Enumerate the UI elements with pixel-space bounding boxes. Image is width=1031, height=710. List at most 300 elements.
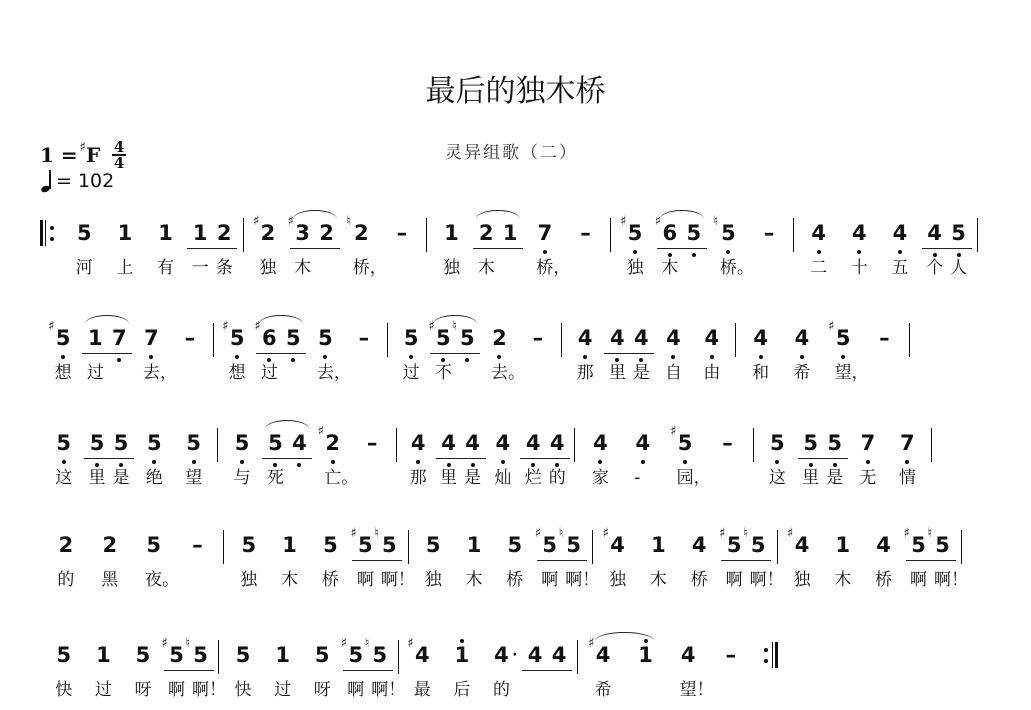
sharp-icon: ♯ [602,526,609,541]
notes [279,530,301,590]
lyric: 里 [440,468,458,488]
beat [709,640,752,674]
note: 5 ♯ 啊 [719,526,743,590]
beat [442,640,482,700]
sharp-icon: ♯ [48,319,55,334]
note: 5 独 [424,533,442,590]
lyric: 桥 [321,570,339,590]
note: 1 [636,640,656,670]
repeat-dot [764,659,768,663]
beat [132,530,180,590]
high-octave-dot [460,639,464,643]
note: 5 快 [55,643,73,700]
notes [353,323,375,353]
lyric: 想 [54,363,72,383]
note: 4 是 [464,431,482,488]
notes [222,319,248,383]
notes [620,214,646,278]
low-octave-dot [297,463,301,467]
notes [504,530,526,590]
lyric: 黑 [101,570,119,590]
beat [566,323,604,383]
low-octave-dot [759,355,763,359]
note: 4 ♯ 希 [588,636,612,700]
low-octave-dot [866,460,870,464]
measure [778,526,969,590]
eighth-group [428,319,480,383]
note: 6 ♯ 木 [654,214,679,278]
lyric: 啊 [347,680,365,700]
natural-icon: ♮ [364,636,370,651]
notes [791,323,813,383]
lyric: 啊 [356,570,374,590]
lyric: 一 [191,258,209,278]
note: 7 [107,323,131,353]
note: 5 ♮ [455,323,479,353]
lyric: 木 [477,258,495,278]
low-octave-dot [149,355,153,359]
notes [84,428,134,488]
notes [473,218,523,278]
notes [488,323,525,383]
beat [565,218,606,252]
note: 1 木 [281,533,299,590]
beat [822,530,863,590]
lyric: 是 [464,468,482,488]
eighth-group [521,640,572,674]
natural-icon: ♮ [374,526,379,541]
beat [123,640,163,700]
low-octave-dot [531,463,535,467]
note: 4 那 [576,326,594,383]
notes [719,526,784,590]
measure [794,218,978,278]
sharp-icon: ♯ [828,319,835,334]
note: 4 里 [440,431,458,488]
notes [82,323,132,383]
notes [73,218,95,278]
notes [132,640,154,700]
notes [632,428,654,488]
low-octave-dot [668,253,672,257]
lyric: 灿 [494,468,512,488]
beat [480,323,525,383]
sharp-icon: ♯ [350,526,357,541]
beat [313,424,359,488]
low-octave-dot [240,460,244,464]
note: 5 ♮ 啊！ [364,636,406,700]
measure [60,218,244,278]
beat [624,640,667,674]
eighth-group [920,218,973,278]
notes [490,640,518,700]
lyric: 个 [926,258,944,278]
beat [708,214,754,278]
notes [647,530,669,590]
notes [436,428,486,488]
lyric: 啊！ [371,680,406,700]
beat [519,323,557,357]
lyric: 这 [768,468,786,488]
extension-dash: – [366,431,378,455]
notes [99,530,121,590]
note: 2 ♮ 桥， [346,214,387,278]
lyric: 木 [661,258,679,278]
lyric: 烂 [524,468,542,488]
beat [174,428,213,488]
notes [662,323,684,383]
note: 5 绝 [145,431,163,488]
slur-arc [595,632,654,641]
beat [622,428,664,488]
note: 4 是 [632,326,650,383]
measure [427,218,611,278]
barline-thick [775,642,778,668]
natural-icon: ♮ [743,526,748,541]
notes [602,526,629,590]
low-octave-dot [95,463,99,467]
beat [781,323,822,383]
key-tonic: F [85,143,101,167]
low-octave-dot [833,463,837,467]
beat [392,323,430,383]
notes [187,530,209,560]
eighth-group [254,319,306,383]
beat [135,428,174,488]
notes [713,214,754,278]
note: 5 去， [316,326,351,383]
lyric: 木 [465,570,483,590]
beat [145,218,186,278]
note: 4 [527,643,543,667]
note: 4 ♯ 最 [407,636,431,700]
note: 5 快 [234,643,252,700]
measure [754,428,932,488]
beat [223,640,263,700]
notes [319,530,341,590]
eighth-group [604,323,654,383]
low-octave-dot [323,355,327,359]
repeat-dot [50,237,54,241]
repeat-end-sign [760,640,778,670]
measure [575,424,753,488]
score-row [40,526,969,600]
key-accidental: ♯ [79,139,86,155]
beat [706,428,748,462]
notes [798,428,848,488]
sharp-icon: ♯ [252,214,260,229]
note: 5 ♯ 啊 [350,526,374,590]
note: 4 个 [926,221,944,278]
notes [832,530,854,590]
beat [579,428,621,488]
beat [494,530,535,590]
extension-dash: – [396,221,408,245]
notes [55,530,77,590]
eighth-group [161,636,227,700]
time-signature [112,140,126,170]
low-octave-dot [639,358,643,362]
notes [231,428,253,488]
notes [589,428,611,488]
notes [828,319,869,383]
score-row [40,214,978,288]
low-octave-dot [497,355,501,359]
notes [179,323,201,353]
beat [880,218,921,278]
beat [171,323,209,357]
note: 5 ♮ 啊！ [743,526,784,590]
slur-arc [259,315,303,324]
natural-icon: ♮ [927,526,933,541]
sharp-icon: ♯ [317,424,324,439]
repeat-dots [50,226,54,241]
beat [176,530,220,564]
notes [287,214,340,278]
note: 5 [682,218,706,248]
note: 2 木 [477,221,495,278]
beat [382,218,423,252]
note: 5 ♯ 不 [428,319,452,383]
low-octave-dot [267,358,271,362]
notes [527,323,549,353]
lyric: 是 [632,363,650,383]
lyric: 死 [266,468,284,488]
measure [397,428,575,488]
lyric: 桥 [690,570,708,590]
low-octave-dot [615,358,619,362]
sharp-icon: ♯ [787,526,794,541]
note: 5 死 [266,431,284,488]
note: 4 五 [891,221,909,278]
sharp-icon: ♯ [903,526,910,541]
notes [440,218,462,278]
eighth-group [719,526,784,590]
note: 1 过 [274,643,292,700]
notes [635,640,657,670]
notes [317,424,359,488]
sharp-icon: ♯ [161,636,168,651]
low-octave-dot [841,355,845,359]
low-octave-dot [857,250,861,254]
beat [482,640,522,700]
note: 1 过 [94,643,112,700]
low-octave-dot [683,460,687,464]
measure [388,319,562,383]
beat [431,218,472,278]
notes [848,218,870,278]
lyric: 与 [233,468,251,488]
low-octave-dot [441,358,445,362]
low-octave-dot [809,463,813,467]
extension-dash: – [763,221,775,245]
notes [873,530,895,590]
lyric: 条 [215,258,233,278]
notes [391,218,413,248]
lyric: 桥 [506,570,524,590]
notes [787,526,813,590]
notes [262,428,312,488]
beat [758,428,797,488]
notes [407,636,433,700]
lyric: 的 [548,468,566,488]
note: 7 桥， [536,221,571,278]
note: 6 ♯ 过 [254,319,278,383]
note: 5 ♯ 园， [670,424,711,488]
beat [863,530,904,590]
lyric: 里 [88,468,106,488]
notes [187,218,237,278]
lyric: 呀 [134,680,152,700]
low-octave-dot [598,460,602,464]
eighth-group [436,428,486,488]
repeat-dot [50,226,54,230]
measure [40,319,214,383]
notes [889,218,911,278]
beat [88,530,132,590]
note: 1 [502,221,518,245]
note: 5 ♯ 啊 [340,636,365,700]
lyric: 桥， [352,258,387,278]
low-octave-dot [62,460,66,464]
beat [341,214,387,278]
measure [40,530,224,590]
note: 5 是 [112,431,130,488]
notes [346,214,387,278]
notes [534,526,600,590]
low-octave-dot [710,355,714,359]
note: 3 ♯ 木 [287,214,312,278]
lyric: 人 [950,258,968,278]
notes [254,319,306,383]
notes [252,214,279,278]
measure [409,526,600,590]
beat [888,428,927,488]
measure [219,636,406,700]
eighth-group [82,323,132,383]
eighth-group [654,214,708,278]
notes [451,640,473,700]
notes [311,640,333,700]
notes [314,323,351,383]
beat [782,526,823,590]
sharp-icon: ♯ [719,526,726,541]
beat [582,636,625,700]
note: 5 ♯ 啊 [903,526,928,590]
eighth-group [903,526,969,590]
lyric: 园， [676,468,711,488]
note: 5 ♮ 啊！ [185,636,227,700]
beat [848,428,887,488]
notes [53,428,75,488]
lyric: 那 [576,363,594,383]
low-octave-dot [416,460,420,464]
lyric: 独 [793,570,811,590]
natural-icon: ♮ [558,526,564,541]
time-top: 4 [113,138,125,156]
eighth-group [83,428,134,488]
score-row [40,636,778,710]
note: 5 夜。 [145,533,180,590]
notes [155,218,177,278]
lyric: 木 [281,570,299,590]
lyric: 啊！ [749,570,784,590]
note: 5 [281,323,305,353]
beat [525,218,571,278]
lyric: 望， [834,363,869,383]
eighth-group [262,428,313,488]
note: 4 由 [703,326,721,383]
note: 5 ♯ 望， [828,319,869,383]
note: 2 [319,221,334,245]
note: 5 这 [55,431,73,488]
lyric: 木 [294,258,312,278]
lyric: 木 [834,570,852,590]
lyric: 十 [850,258,868,278]
notes [183,428,205,488]
note: 5 河 [75,221,93,278]
beat [218,319,256,383]
lyric: 过 [274,680,292,700]
note: 4 [287,428,311,458]
notes [574,218,596,248]
notes [340,636,406,700]
notes [522,640,572,671]
note: 4 二 [810,221,828,278]
beat [345,323,383,357]
extension-dash: – [580,221,591,245]
lyric: 绝 [145,468,163,488]
extension-dash: – [532,326,544,350]
lyric: 不 [434,363,452,383]
lyric: 想 [228,363,246,383]
sharp-icon: ♯ [407,636,414,651]
notes [903,526,969,590]
repeat-start-sign [40,218,58,248]
notes [53,640,75,700]
lyric: 二 [810,258,828,278]
note: 5 与 [233,431,251,488]
notes [766,428,788,488]
notes [407,428,429,488]
lyric: 桥。 [719,258,754,278]
lyric: 啊 [168,680,186,700]
low-octave-dot [905,460,909,464]
low-octave-dot [447,463,451,467]
beat [44,530,88,590]
extension-dash: – [722,431,733,455]
lyric: 啊！ [934,570,969,590]
notes [520,428,570,488]
key-prefix: 1 = [40,143,78,167]
lyric: 最 [413,680,431,700]
eighth-group [534,526,600,590]
notes [361,428,383,458]
note: 7 去， [142,326,177,383]
note: 4 的 [548,431,566,488]
song-subtitle: 灵异组歌（二） [445,143,578,163]
note: 4 桥 [875,533,893,590]
notes [588,636,614,700]
extension-dash: – [192,533,203,557]
sharp-icon: ♯ [340,636,348,651]
lyric: 啊！ [192,680,227,700]
notes [720,640,742,670]
notes [873,323,895,353]
notes [758,218,780,248]
low-octave-dot [641,460,645,464]
measure [399,636,578,700]
